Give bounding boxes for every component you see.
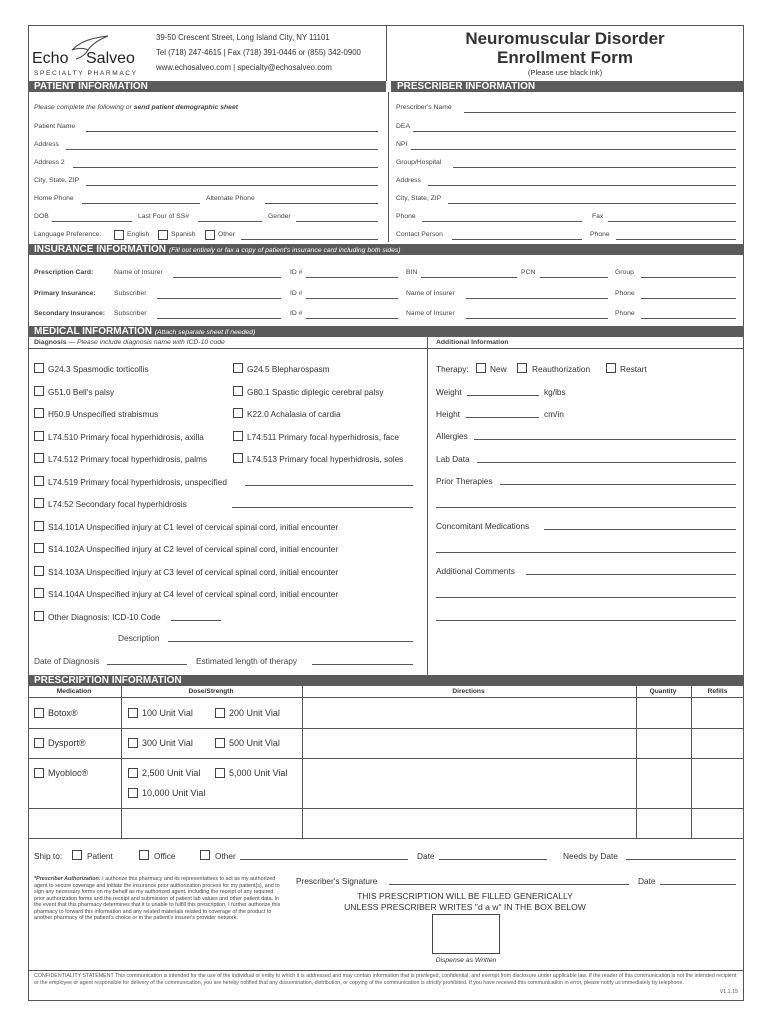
dx-left-checkbox-1[interactable] bbox=[34, 386, 44, 396]
dx-left-checkbox-6[interactable] bbox=[34, 498, 44, 508]
rx-insurer-field[interactable] bbox=[173, 277, 281, 278]
dx-right-checkbox-0[interactable] bbox=[233, 363, 243, 373]
patient-address-field[interactable] bbox=[66, 149, 378, 150]
botox-200-label: 200 Unit Vial bbox=[229, 708, 280, 718]
est-length-field[interactable] bbox=[312, 664, 413, 665]
signature-date-field[interactable] bbox=[660, 884, 736, 885]
patient-address2-label: Address 2 bbox=[34, 159, 65, 166]
needs-by-field[interactable] bbox=[626, 859, 736, 860]
primary-phone-field[interactable] bbox=[641, 298, 736, 299]
primary-insurer-field[interactable] bbox=[466, 298, 608, 299]
patient-prescriber-divider bbox=[388, 92, 389, 242]
myobloc-10000-label: 10,000 Unit Vial bbox=[142, 788, 206, 798]
prior-therapies-field-2[interactable] bbox=[436, 507, 736, 508]
col-medication: Medication bbox=[56, 688, 92, 695]
lab-data-label: Lab Data bbox=[436, 454, 470, 464]
home-phone-label: Home Phone bbox=[34, 195, 74, 202]
rx-group-field[interactable] bbox=[641, 277, 736, 278]
dea-label: DEA bbox=[396, 123, 410, 130]
dob-label: DOB bbox=[34, 213, 49, 220]
rx-group-label: Group bbox=[615, 269, 634, 276]
botox-100-checkbox[interactable] bbox=[128, 708, 138, 718]
generic-notice-2: UNLESS PRESCRIBER WRITES "d a w" IN THE BOX BELOW bbox=[344, 902, 586, 912]
npi-label: NPI bbox=[396, 141, 408, 148]
daw-label: Dispense as Written bbox=[435, 957, 497, 964]
alt-phone-field[interactable] bbox=[265, 203, 378, 204]
dx-left-checkbox-9[interactable] bbox=[34, 566, 44, 576]
daw-box[interactable] bbox=[432, 914, 500, 954]
rx-col-line-3 bbox=[636, 686, 637, 838]
patient-city-field[interactable] bbox=[86, 185, 378, 186]
rx-row-rule-4 bbox=[28, 838, 744, 839]
other-icd10-field[interactable] bbox=[171, 620, 221, 621]
dx-right-label-0: G24.5 Blepharospasm bbox=[247, 364, 330, 374]
dx-left-label-2: H50.9 Unspecified strabismus bbox=[48, 409, 159, 419]
height-unit: cm/in bbox=[544, 409, 564, 419]
botox-100-label: 100 Unit Vial bbox=[142, 708, 193, 718]
ship-patient-checkbox[interactable] bbox=[72, 850, 82, 860]
prescriber-address-field[interactable] bbox=[428, 185, 736, 186]
ship-other-checkbox[interactable] bbox=[200, 850, 210, 860]
primary-id-label: ID # bbox=[290, 290, 303, 297]
dx-right-label-4: L74.513 Primary focal hyperhidrosis, soles bbox=[247, 454, 404, 464]
dx-left-label-0: G24.3 Spasmodic torticollis bbox=[48, 364, 149, 374]
ship-other-label: Other bbox=[215, 851, 236, 861]
form-title-1: Neuromuscular Disorder bbox=[465, 29, 665, 48]
dx-right-label-2: K22.0 Achalasia of cardia bbox=[247, 409, 341, 419]
gender-field[interactable] bbox=[296, 221, 378, 222]
height-label: Height bbox=[436, 409, 460, 419]
secondary-phone-field[interactable] bbox=[641, 318, 736, 319]
botox-checkbox[interactable] bbox=[34, 708, 44, 718]
prescriber-authorization: *Prescriber Authorization: I authorize this pharmacy and its representatives to act as my authorized agent to secure coverage and initiate the insurance prior authorization process for my patient(s), and to sign any necessary forms on my behalf as my authorized agent, including the receipt of any required prior authorization forms and the receipt and submission of patient lab values and other patient data. In the event that this pharmacy determines that it is unable to fulfill this prescription, I further authorize this pharmacy to forward this information and any related materials related to coverage of the product to another pharmacy of the patient's choice or in the patient's insurer's provider network. bbox=[34, 876, 281, 921]
pharmacy-address: 39-50 Crescent Street, Long Island City, NY 11101 bbox=[156, 33, 330, 42]
prescriber-name-label: Prescriber's Name bbox=[396, 104, 452, 111]
contact-person-label: Contact Person bbox=[396, 231, 443, 238]
secondary-phone-label: Phone bbox=[615, 310, 635, 317]
signature-field[interactable] bbox=[389, 884, 629, 885]
contact-phone-field[interactable] bbox=[616, 239, 736, 240]
concomitant-meds-field-2[interactable] bbox=[436, 552, 736, 553]
myobloc-5000-label: 5,000 Unit Vial bbox=[229, 768, 288, 778]
lang-english-checkbox[interactable] bbox=[114, 230, 124, 240]
dx-left-label-5: L74.519 Primary focal hyperhidrosis, unspecified bbox=[48, 477, 227, 487]
therapy-restart-label: Restart bbox=[620, 364, 647, 374]
ship-to-label: Ship to: bbox=[34, 851, 63, 861]
myobloc-10000-checkbox[interactable] bbox=[128, 788, 138, 798]
prescriber-fax-field[interactable] bbox=[608, 221, 736, 222]
language-label: Language Preference: bbox=[34, 231, 102, 238]
rx-insurer-label: Name of Insurer bbox=[114, 269, 163, 276]
additional-comments-field[interactable] bbox=[526, 574, 736, 575]
dx-right-label-3: L74.511 Primary focal hyperhidrosis, face bbox=[247, 432, 400, 442]
dx-left-label-3: L74.510 Primary focal hyperhidrosis, axilla bbox=[48, 432, 204, 442]
form-title-2: Enrollment Form bbox=[496, 48, 633, 67]
secondary-insurer-field[interactable] bbox=[466, 318, 608, 319]
additional-comments-field-3[interactable] bbox=[436, 620, 736, 621]
primary-id-field[interactable] bbox=[306, 298, 398, 299]
col-dose: Dose/Strength bbox=[188, 688, 234, 695]
dysport-300-label: 300 Unit Vial bbox=[142, 738, 193, 748]
prescriber-city-field[interactable] bbox=[448, 203, 736, 204]
est-length-label: Estimated length of therapy bbox=[196, 656, 298, 666]
dx-left-checkbox-8[interactable] bbox=[34, 543, 44, 553]
prescriber-city-label: City, State, ZIP bbox=[396, 195, 442, 202]
lang-spanish-checkbox[interactable] bbox=[158, 230, 168, 240]
rx-col-line-1 bbox=[121, 686, 122, 838]
date-of-diagnosis-field[interactable] bbox=[107, 664, 187, 665]
group-hospital-field[interactable] bbox=[453, 167, 736, 168]
additional-info-header: Additional Information bbox=[436, 339, 509, 346]
confidentiality-rule bbox=[28, 970, 744, 971]
height-field[interactable] bbox=[466, 417, 539, 418]
primary-insurance-label: Primary Insurance: bbox=[34, 290, 96, 297]
col-directions: Directions bbox=[452, 688, 485, 695]
gender-label: Gender bbox=[268, 213, 291, 220]
contact-phone-label: Phone bbox=[590, 231, 610, 238]
prescriber-phone-label: Phone bbox=[396, 213, 416, 220]
diagnosis-header: Diagnosis — Please include diagnosis name with ICD-10 code bbox=[34, 339, 225, 346]
therapy-reauth-label: Reauthorization bbox=[532, 364, 591, 374]
therapy-new-label: New bbox=[490, 364, 507, 374]
myobloc-5000-checkbox[interactable] bbox=[215, 768, 225, 778]
alt-phone-label: Alternate Phone bbox=[206, 195, 255, 202]
dysport-label: Dysport® bbox=[48, 738, 86, 748]
dx-left-label-7: S14.101A Unspecified injury at C1 level of cervical spinal cord, initial encounter bbox=[48, 522, 339, 532]
description-label: Description bbox=[118, 633, 160, 643]
logo-subtitle: SPECIALTY PHARMACY bbox=[34, 70, 138, 77]
prescriber-name-field[interactable] bbox=[464, 112, 736, 113]
therapy-label: Therapy: bbox=[436, 364, 469, 374]
dx-left-checkbox-2[interactable] bbox=[34, 408, 44, 418]
prescriber-address-label: Address bbox=[396, 177, 421, 184]
dysport-500-label: 500 Unit Vial bbox=[229, 738, 280, 748]
prescriber-phone-field[interactable] bbox=[422, 221, 582, 222]
medical-column-divider bbox=[427, 337, 428, 675]
ship-other-field[interactable] bbox=[240, 859, 408, 860]
contact-person-field[interactable] bbox=[452, 239, 582, 240]
prior-therapies-label: Prior Therapies bbox=[436, 476, 493, 486]
rx-pcn-field[interactable] bbox=[540, 277, 608, 278]
dysport-500-checkbox[interactable] bbox=[215, 738, 225, 748]
ship-office-checkbox[interactable] bbox=[139, 850, 149, 860]
rx-col-line-4 bbox=[691, 686, 692, 838]
lab-data-field[interactable] bbox=[477, 462, 736, 463]
myobloc-label: Myobloc® bbox=[48, 768, 89, 778]
pharmacy-phones: Tel (718) 247-4615 | Fax (718) 391-0446 or (855) 342-0900 bbox=[156, 48, 361, 57]
allergies-field[interactable] bbox=[474, 439, 736, 440]
dx-right-label-1: G80.1 Spastic diplegic cerebral palsy bbox=[247, 387, 384, 397]
rx-bin-field[interactable] bbox=[421, 277, 517, 278]
dx-left-extra-line-6[interactable] bbox=[232, 507, 413, 508]
primary-subscriber-field[interactable] bbox=[157, 298, 281, 299]
prescription-info-bar: PRESCRIPTION INFORMATION bbox=[28, 675, 744, 686]
myobloc-checkbox[interactable] bbox=[34, 768, 44, 778]
medical-info-bar: MEDICAL INFORMATION (Attach separate sheet if needed) bbox=[28, 326, 744, 337]
rx-pcn-label: PCN bbox=[521, 269, 536, 276]
dx-right-checkbox-2[interactable] bbox=[233, 408, 243, 418]
dx-left-label-11: Other Diagnosis: ICD-10 Code bbox=[48, 612, 161, 622]
weight-unit: kg/lbs bbox=[544, 387, 566, 397]
dx-left-checkbox-3[interactable] bbox=[34, 431, 44, 441]
lang-english-label: English bbox=[127, 231, 150, 238]
confidentiality-statement: CONFIDENTIALITY STATEMENT This communication is intended for the use of the individual or entity to which it is addressed and may contain information that is privileged, confidential, and exempt from disclosure under applicable law. If the reader of this communication is not the intended recipient or the employee or agent responsible for delivery of the communication, you are hereby notified that any dissemination, distribution, or copying of the communication is strictly prohibited. If you have received this communication in error, please notify us immediately by telephone. bbox=[34, 973, 737, 986]
dx-left-checkbox-7[interactable] bbox=[34, 521, 44, 531]
ship-office-label: Office bbox=[154, 851, 176, 861]
dx-left-label-10: S14.104A Unspecified injury at C4 level of cervical spinal cord, initial encounter bbox=[48, 589, 339, 599]
dx-left-checkbox-4[interactable] bbox=[34, 453, 44, 463]
primary-insurer-label: Name of Insurer bbox=[406, 290, 455, 297]
secondary-id-label: ID # bbox=[290, 310, 303, 317]
additional-comments-field-2[interactable] bbox=[436, 597, 736, 598]
allergies-label: Allergies bbox=[436, 431, 468, 441]
dysport-checkbox[interactable] bbox=[34, 738, 44, 748]
prescriber-info-bar: PRESCRIBER INFORMATION bbox=[391, 81, 744, 92]
secondary-subscriber-label: Subscriber bbox=[114, 310, 147, 317]
dx-left-extra-line-5[interactable] bbox=[245, 485, 413, 486]
date-of-diagnosis-label: Date of Diagnosis bbox=[34, 656, 100, 666]
patient-name-label: Patient Name bbox=[34, 123, 76, 130]
logo-echo: Echo bbox=[32, 50, 69, 67]
lang-other-checkbox[interactable] bbox=[205, 230, 215, 240]
description-field[interactable] bbox=[168, 641, 413, 642]
ssn-field[interactable] bbox=[198, 221, 262, 222]
patient-info-bar: PATIENT INFORMATION bbox=[28, 81, 386, 92]
secondary-id-field[interactable] bbox=[306, 318, 398, 319]
myobloc-2500-checkbox[interactable] bbox=[128, 768, 138, 778]
additional-comments-label: Additional Comments bbox=[436, 566, 515, 576]
ssn-label: Last Four of SS# bbox=[138, 213, 190, 220]
dob-field[interactable] bbox=[52, 221, 132, 222]
generic-notice-1: THIS PRESCRIPTION WILL BE FILLED GENERICALLY bbox=[357, 891, 573, 901]
form-title-note: (Please use black ink) bbox=[527, 68, 603, 77]
dysport-300-checkbox[interactable] bbox=[128, 738, 138, 748]
dx-left-label-8: S14.102A Unspecified injury at C2 level of cervical spinal cord, initial encounter bbox=[48, 544, 339, 554]
rx-col-line-2 bbox=[302, 686, 303, 838]
logo-salveo: Salveo bbox=[86, 50, 135, 67]
dx-left-label-4: L74.512 Primary focal hyperhidrosis, palms bbox=[48, 454, 208, 464]
dx-left-checkbox-11[interactable] bbox=[34, 611, 44, 621]
prior-therapies-field[interactable] bbox=[500, 484, 736, 485]
patient-intro: Please complete the following or send patient demographic sheet bbox=[34, 104, 238, 111]
patient-address-label: Address bbox=[34, 141, 59, 148]
therapy-new-checkbox[interactable] bbox=[476, 363, 486, 373]
lang-other-field[interactable] bbox=[241, 239, 378, 240]
signature-label: Prescriber's Signature bbox=[296, 876, 378, 886]
patient-name-field[interactable] bbox=[86, 131, 378, 132]
lang-spanish-label: Spanish bbox=[171, 231, 196, 238]
dx-left-label-6: L74.52 Secondary focal hyperhidrosis bbox=[48, 499, 187, 509]
dx-left-checkbox-5[interactable] bbox=[34, 476, 44, 486]
concomitant-meds-field[interactable] bbox=[544, 529, 736, 530]
form-frame bbox=[28, 25, 744, 1001]
botox-label: Botox® bbox=[48, 708, 78, 718]
secondary-subscriber-field[interactable] bbox=[157, 318, 281, 319]
needs-by-label: Needs by Date bbox=[563, 851, 618, 861]
home-phone-field[interactable] bbox=[82, 203, 200, 204]
patient-city-label: City, State, ZIP bbox=[34, 177, 80, 184]
dx-left-checkbox-0[interactable] bbox=[34, 363, 44, 373]
dx-left-checkbox-10[interactable] bbox=[34, 588, 44, 598]
group-hospital-label: Group/Hospital bbox=[396, 159, 442, 166]
col-refills: Refills bbox=[707, 688, 728, 695]
secondary-insurance-label: Secondary Insurance: bbox=[34, 310, 106, 317]
primary-phone-label: Phone bbox=[615, 290, 635, 297]
botox-200-checkbox[interactable] bbox=[215, 708, 225, 718]
primary-subscriber-label: Subscriber bbox=[114, 290, 147, 297]
weight-label: Weight bbox=[436, 387, 462, 397]
lang-other-label: Other bbox=[218, 231, 235, 238]
dx-right-checkbox-1[interactable] bbox=[233, 386, 243, 396]
insurance-info-bar: INSURANCE INFORMATION (Fill out entirely or fax a copy of patient's insurance card including both sides) bbox=[28, 244, 744, 255]
prescriber-fax-label: Fax bbox=[592, 213, 604, 220]
patient-address2-field[interactable] bbox=[73, 167, 378, 168]
rx-card-label: Prescription Card: bbox=[34, 269, 94, 276]
secondary-insurer-label: Name of Insurer bbox=[406, 310, 455, 317]
therapy-restart-checkbox[interactable] bbox=[606, 363, 616, 373]
dea-field[interactable] bbox=[413, 131, 736, 132]
logo bbox=[30, 34, 148, 80]
npi-field[interactable] bbox=[411, 149, 736, 150]
pharmacy-web: www.echosalveo.com | specialty@echosalveo.com bbox=[156, 63, 332, 72]
weight-field[interactable] bbox=[467, 395, 539, 396]
dx-left-label-1: G51.0 Bell's palsy bbox=[48, 387, 115, 397]
dx-right-checkbox-3[interactable] bbox=[233, 431, 243, 441]
diagnosis-header-rule bbox=[28, 348, 744, 349]
ship-patient-label: Patient bbox=[87, 851, 113, 861]
concomitant-meds-label: Concomitant Medications bbox=[436, 521, 530, 531]
ship-date-label: Date bbox=[417, 851, 435, 861]
rx-bin-label: BIN bbox=[406, 269, 418, 276]
col-quantity: Quantity bbox=[649, 688, 677, 695]
signature-date-label: Date bbox=[638, 876, 656, 886]
dx-left-label-9: S14.103A Unspecified injury at C3 level of cervical spinal cord, initial encounter bbox=[48, 567, 339, 577]
dx-right-checkbox-4[interactable] bbox=[233, 453, 243, 463]
therapy-reauth-checkbox[interactable] bbox=[517, 363, 527, 373]
form-version: V1.1.15 bbox=[719, 989, 738, 995]
rx-id-field[interactable] bbox=[306, 277, 398, 278]
myobloc-2500-label: 2,500 Unit Vial bbox=[142, 768, 201, 778]
ship-date-field[interactable] bbox=[439, 859, 547, 860]
rx-id-label: ID # bbox=[290, 269, 303, 276]
